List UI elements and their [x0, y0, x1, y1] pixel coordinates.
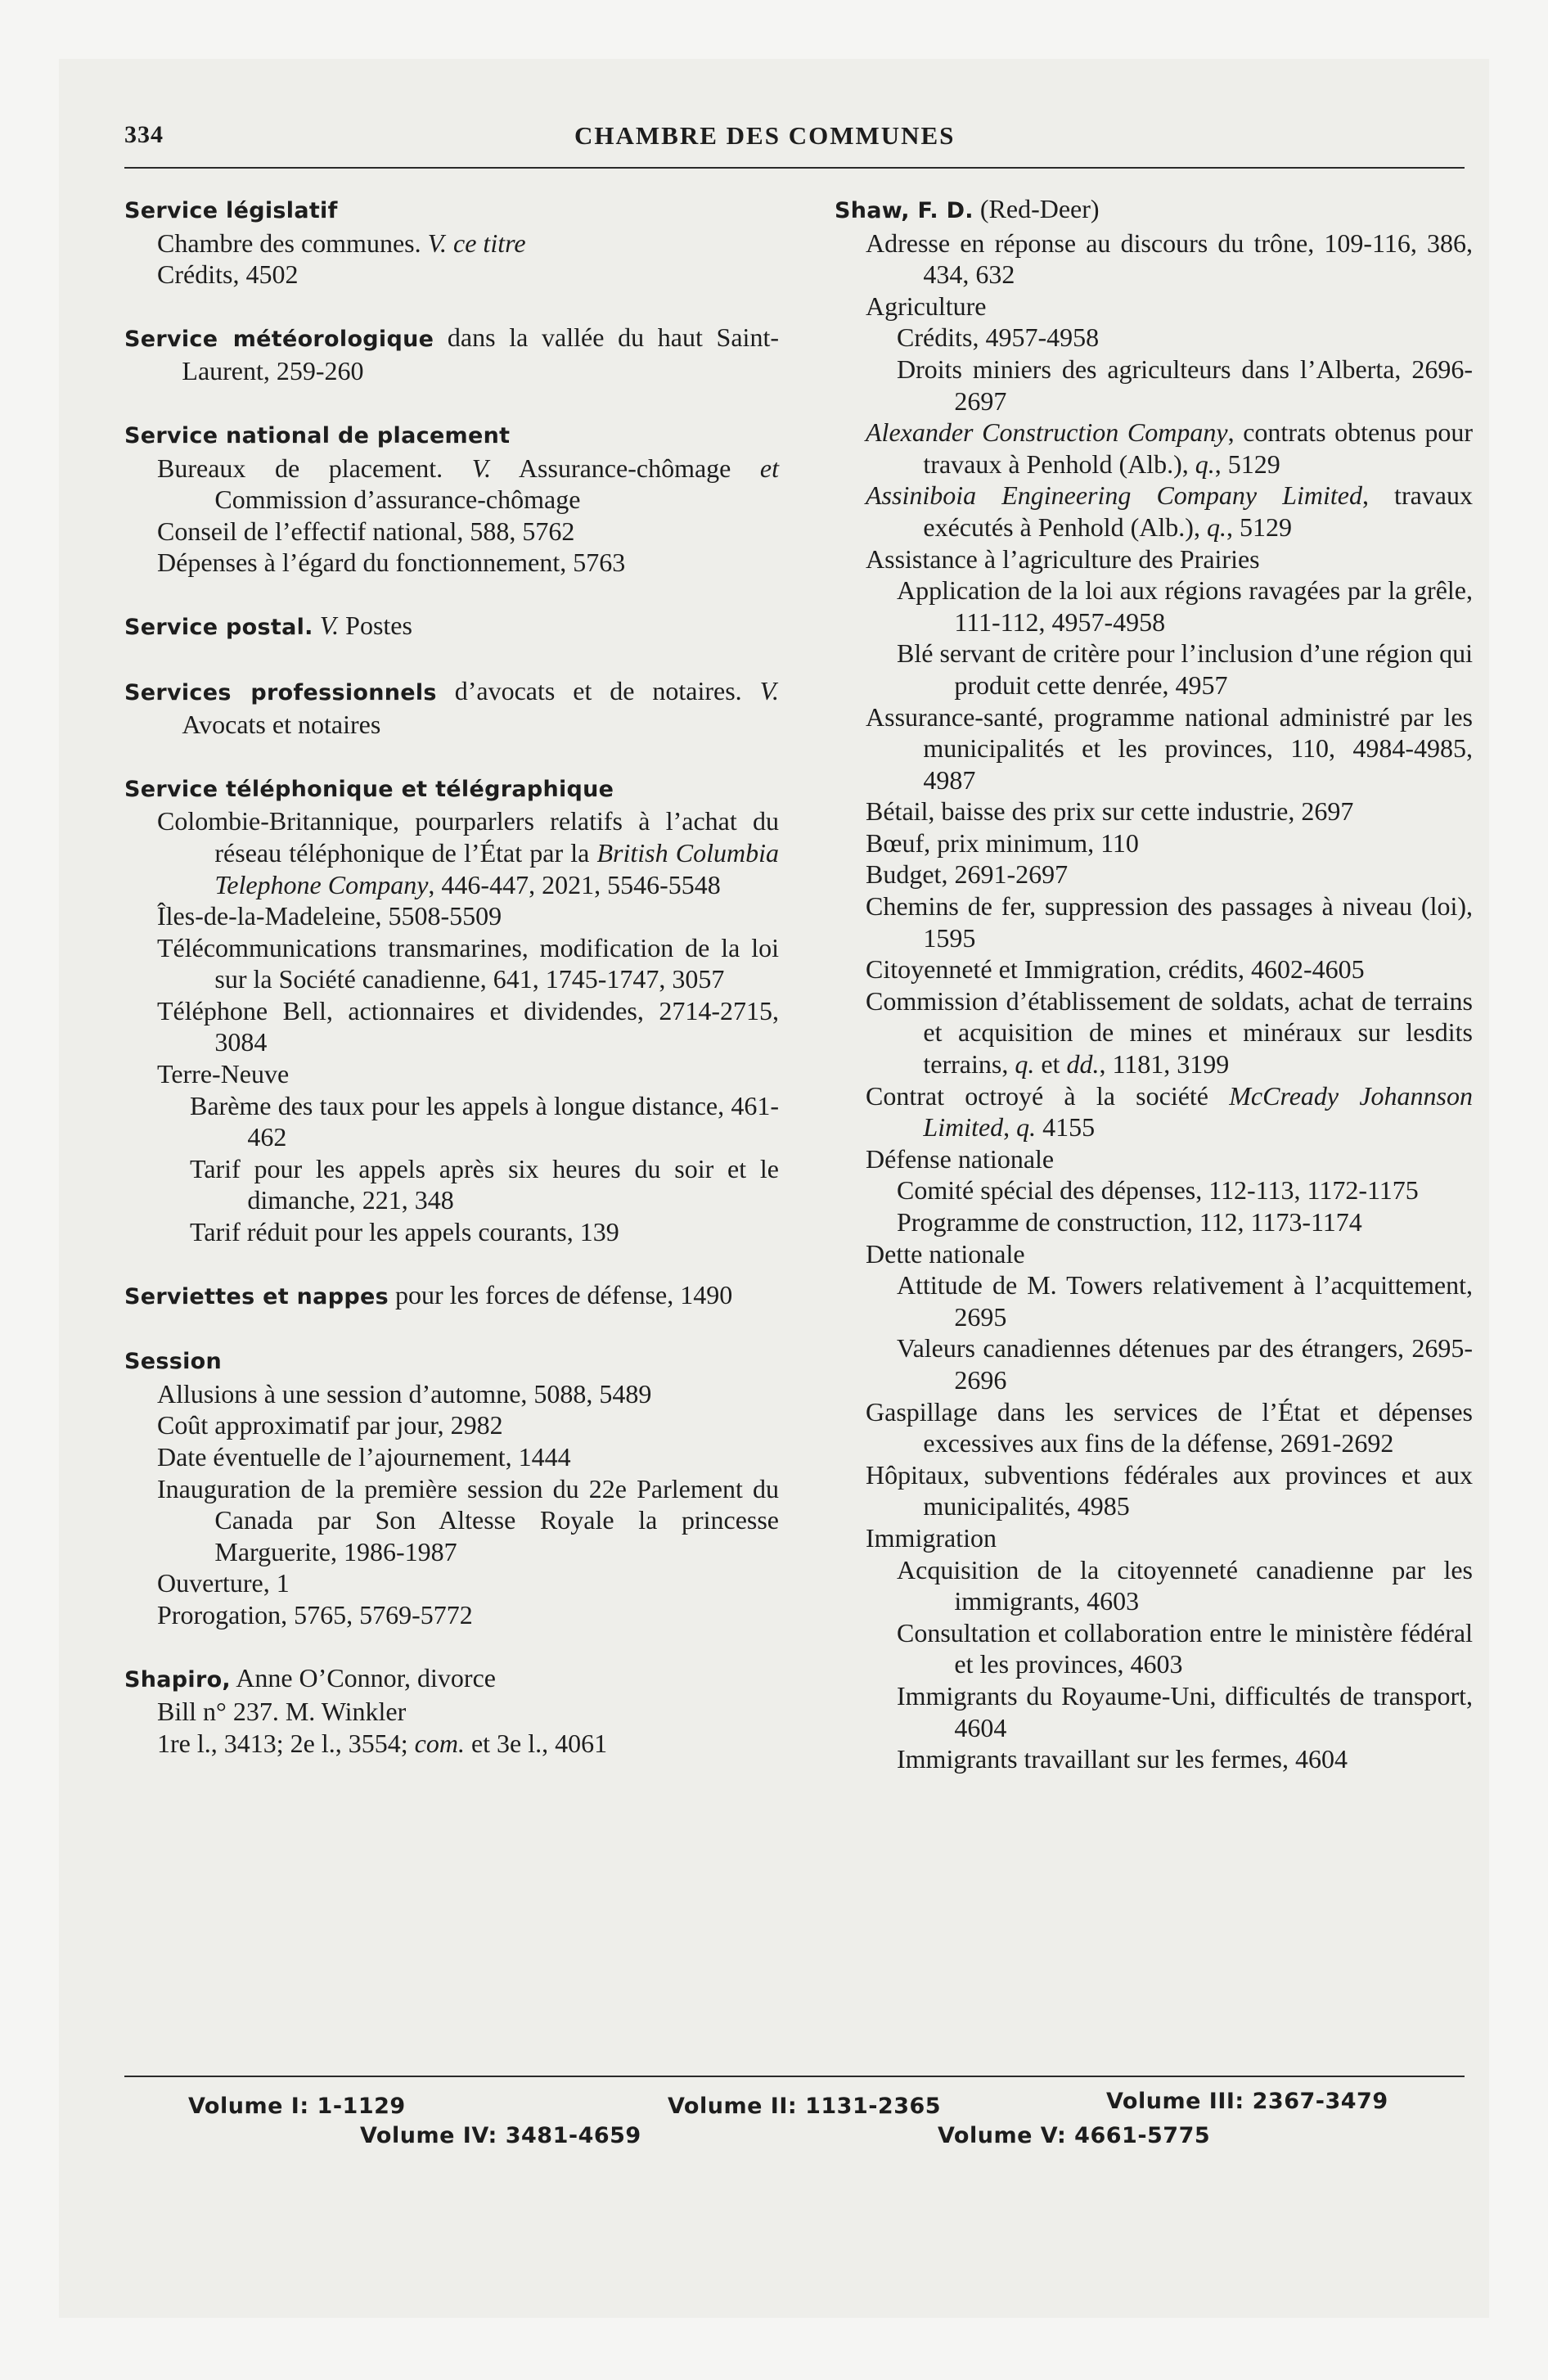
index-entry — [124, 322, 779, 387]
index-entry — [835, 193, 1473, 1775]
page-title: CHAMBRE DES COMMUNES — [574, 121, 956, 150]
running-header — [124, 115, 1465, 169]
index-heading — [124, 193, 779, 228]
index-subentry: Immigration — [866, 1522, 997, 1553]
index-subentry: Inauguration de la première session du 22e Parlement du Canada par Son Altesse Royale la princesse Marguerite, 1986-1987 — [157, 1473, 779, 1566]
index-subentry: Crédits, 4502 — [157, 259, 299, 290]
index-subsubentry: Immigrants du Royaume-Uni, difficultés de transport, 4604 — [897, 1680, 1473, 1742]
index-entry — [124, 1279, 779, 1314]
index-subentry: Commission d’établissement de soldats, achat de terrains et acquisition de mines et minéraux sur lesdits terrains, q. et dd., 1181, 3199 — [866, 985, 1473, 1080]
index-subentry: Chambre des communes. V. ce titre — [157, 228, 526, 258]
index-subentry: Date éventuelle de l’ajournement, 1444 — [157, 1442, 571, 1472]
index-heading — [124, 610, 779, 644]
index-entry — [124, 193, 779, 291]
heading-term: Services professionnels — [124, 679, 437, 705]
index-subsubentry: Blé servant de critère pour l’inclusion d’une région qui produit cette denrée, 4957 — [897, 638, 1473, 700]
heading-detail: Anne O’Connor, divorce — [231, 1662, 496, 1693]
index-entry — [124, 418, 779, 579]
index-subsubentry: Programme de construction, 112, 1173-1174 — [897, 1207, 1362, 1237]
heading-detail: V. Postes — [319, 610, 412, 640]
heading-term: Service national de placement — [124, 422, 511, 449]
index-subentry: Agriculture — [866, 291, 987, 321]
index-subsubentry: Application de la loi aux régions ravagées par la grêle, 111-112, 4957-4958 — [897, 575, 1473, 637]
heading-term: Shaw, F. D. — [835, 198, 974, 223]
index-subentry: Prorogation, 5765, 5769-5772 — [157, 1599, 473, 1629]
index-heading — [124, 772, 779, 806]
volume-range-2: Volume II: 1131-2365 — [668, 2094, 942, 2119]
index-subentry: Colombie-Britannique, pourparlers relatifs à l’achat du réseau téléphonique de l’État par la British Columbia Telephone Company, 446-447, 2021, 5546-5548 — [157, 806, 780, 899]
index-subsubentry: Tarif pour les appels après six heures du soir et le dimanche, 221, 348 — [190, 1153, 779, 1215]
index-subsubentry: Immigrants travaillant sur les fermes, 4604 — [897, 1744, 1348, 1774]
heading-term: Service postal. — [124, 614, 313, 640]
index-subsubentry: Attitude de M. Towers relativement à l’acquittement, 2695 — [897, 1270, 1473, 1332]
index-subentry: Assistance à l’agriculture des Prairies — [866, 543, 1260, 574]
index-subentry: Assurance-santé, programme national administré par les municipalités et les provinces, 110, 4984-4985, 4987 — [866, 701, 1473, 795]
index-subentry: Dépenses à l’égard du fonctionnement, 5763 — [157, 548, 626, 578]
index-heading — [124, 418, 779, 453]
index-subentry: Assiniboia Engineering Company Limited, travaux exécutés à Penhold (Alb.), q., 5129 — [866, 480, 1474, 542]
index-subentry: 1re l., 3413; 2e l., 3554; com. et 3e l., 4061 — [157, 1728, 608, 1758]
index-heading — [124, 322, 779, 387]
volume-range-3: Volume III: 2367-3479 — [1106, 2089, 1388, 2114]
heading-term: Serviettes et nappes — [124, 1283, 389, 1309]
index-subsubentry: Barème des taux pour les appels à longue distance, 461-462 — [190, 1090, 779, 1152]
heading-detail: pour les forces de défense, 1490 — [388, 1279, 733, 1309]
index-heading — [124, 1662, 779, 1697]
heading-term: Service météorologique — [124, 326, 434, 352]
index-subentry: Citoyenneté et Immigration, crédits, 4602-4605 — [866, 954, 1365, 985]
heading-term: Service législatif — [124, 198, 338, 223]
index-heading — [835, 193, 1473, 228]
volume-range-1: Volume I: 1-1129 — [188, 2094, 406, 2119]
index-subentry: Terre-Neuve — [157, 1059, 290, 1089]
index-column-left — [124, 193, 779, 1790]
index-subentry: Défense nationale — [866, 1143, 1055, 1174]
index-subentry: Bétail, baisse des prix sur cette industrie, 2697 — [866, 796, 1354, 827]
index-heading — [124, 1344, 779, 1378]
index-subsubentry: Crédits, 4957-4958 — [897, 322, 1100, 353]
heading-term: Session — [124, 1349, 223, 1375]
index-subentry: Allusions à une session d’automne, 5088, 5489 — [157, 1378, 652, 1409]
index-subentry: Chemins de fer, suppression des passages à niveau (loi), 1595 — [866, 891, 1473, 953]
index-entry — [124, 772, 779, 1248]
index-subentry: Bœuf, prix minimum, 110 — [866, 827, 1139, 858]
index-subsubentry: Tarif réduit pour les appels courants, 139 — [190, 1217, 619, 1247]
index-subentry: Budget, 2691-2697 — [866, 859, 1069, 890]
index-subentry: Bureaux de placement. V. Assurance-chômage et Commission d’assurance-chômage — [157, 453, 780, 515]
index-subentry: Îles-de-la-Madeleine, 5508-5509 — [157, 901, 502, 931]
index-column-right — [835, 193, 1473, 1775]
index-subentry: Bill n° 237. M. Winkler — [157, 1697, 407, 1727]
index-heading — [124, 675, 779, 741]
index-subentry: Conseil de l’effectif national, 588, 5762 — [157, 516, 575, 546]
volume-range-5: Volume V: 4661-5775 — [938, 2123, 1211, 2148]
index-subentry: Coût approximatif par jour, 2982 — [157, 1410, 503, 1440]
footer-rule — [124, 2076, 1465, 2077]
index-subentry: Alexander Construction Company, contrats obtenus pour travaux à Penhold (Alb.), q., 5129 — [866, 417, 1474, 479]
index-subsubentry: Comité spécial des dépenses, 112-113, 1172-1175 — [897, 1175, 1419, 1206]
index-entry — [124, 1662, 779, 1760]
index-entry — [124, 675, 779, 741]
index-subentry: Dette nationale — [866, 1238, 1025, 1269]
index-subentry: Adresse en réponse au discours du trône, 109-116, 386, 434, 632 — [866, 228, 1473, 290]
page-number: 334 — [124, 121, 164, 148]
index-subsubentry: Droits miniers des agriculteurs dans l’Alberta, 2696-2697 — [897, 354, 1473, 416]
index-subentry: Ouverture, 1 — [157, 1568, 290, 1598]
index-subentry: Télécommunications transmarines, modification de la loi sur la Société canadienne, 641, 1745-1747, 3057 — [157, 932, 779, 994]
index-subsubentry: Valeurs canadiennes détenues par des étrangers, 2695-2696 — [897, 1333, 1473, 1395]
heading-detail: (Red-Deer) — [973, 194, 1100, 223]
index-entry — [124, 610, 779, 644]
index-subsubentry: Consultation et collaboration entre le ministère fédéral et les provinces, 4603 — [897, 1617, 1473, 1679]
index-heading — [124, 1279, 779, 1314]
volume-range-4: Volume IV: 3481-4659 — [360, 2123, 641, 2148]
heading-term: Service téléphonique et télégraphique — [124, 776, 614, 802]
heading-detail: d’avocats et de notaires. V. Avocats et notaires — [182, 675, 779, 740]
index-subentry: Téléphone Bell, actionnaires et dividendes, 2714-2715, 3084 — [157, 995, 779, 1057]
index-subsubentry: Acquisition de la citoyenneté canadienne par les immigrants, 4603 — [897, 1554, 1473, 1616]
index-subentry: Contrat octroyé à la société McCready Johannson Limited, q. 4155 — [866, 1080, 1474, 1143]
heading-detail: dans la vallée du haut Saint-Laurent, 259-260 — [182, 322, 779, 386]
heading-term: Shapiro, — [124, 1666, 231, 1693]
index-entry — [124, 1344, 779, 1630]
index-subentry: Hôpitaux, subventions fédérales aux provinces et aux municipalités, 4985 — [866, 1459, 1473, 1521]
index-subentry: Gaspillage dans les services de l’État et dépenses excessives aux fins de la défense, 2691-2692 — [866, 1396, 1473, 1458]
